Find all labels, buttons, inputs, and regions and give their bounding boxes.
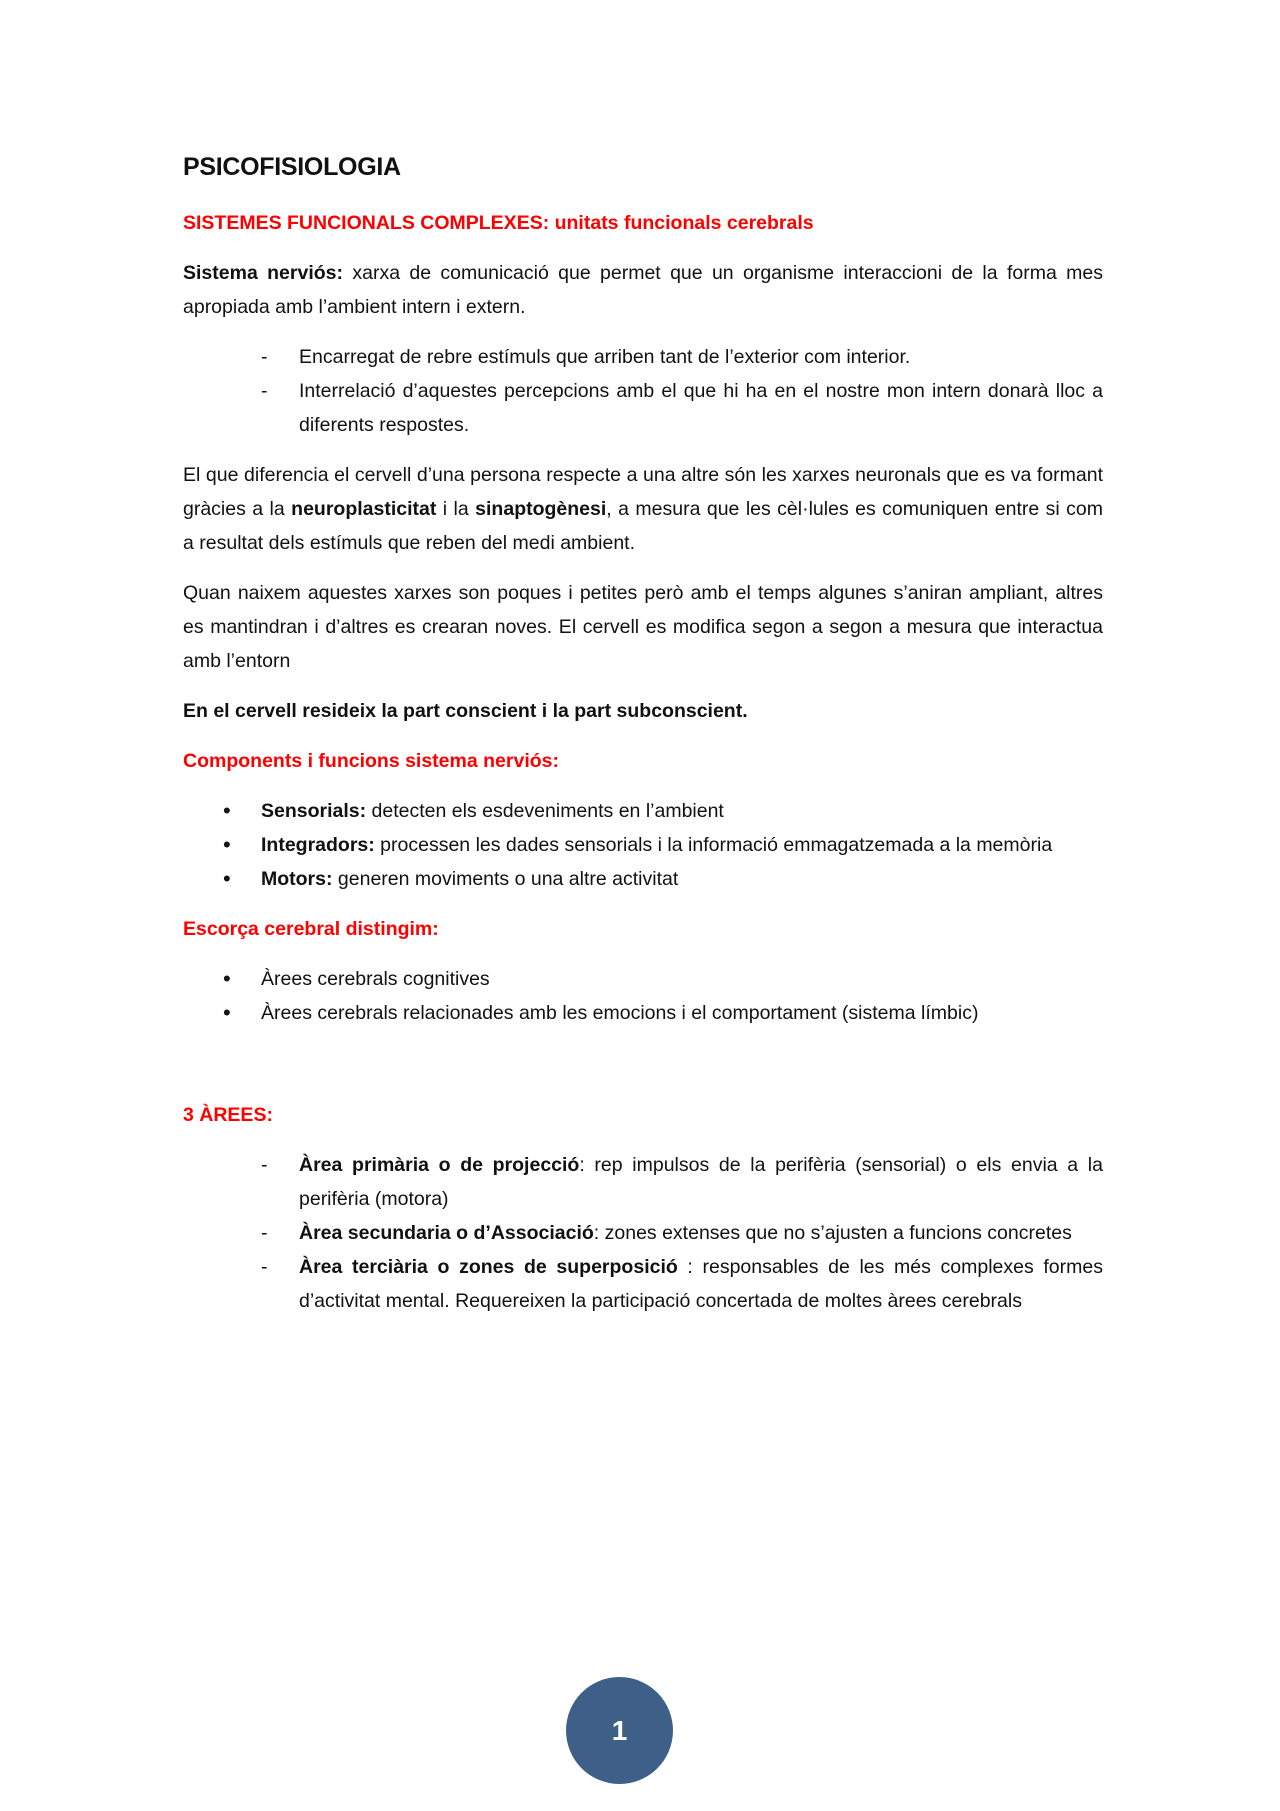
list-item: • Integradors: processen les dades sensorials i la informació emmagatzemada a la memòria — [261, 828, 1103, 862]
list-item: - Àrea terciària o zones de superposició : responsables de les més complexes formes d’activitat mental. Requereixen la participació concertada de moltes àrees cerebrals — [299, 1250, 1103, 1318]
section-heading-components: Components i funcions sistema nerviós: — [183, 750, 559, 772]
bullet-marker: • — [223, 798, 231, 823]
bullet-marker: • — [223, 866, 231, 891]
dash-marker: - — [261, 346, 268, 368]
escorca-list — [183, 962, 1103, 1030]
bullet-marker: • — [223, 1000, 231, 1025]
section-heading-arees: 3 ÀREES: — [183, 1104, 273, 1126]
list-item: • Àrees cerebrals relacionades amb les emocions i el comportament (sistema límbic) — [261, 996, 1103, 1030]
list-item: - Àrea primària o de projecció: rep impulsos de la perifèria (sensorial) o els envia a la perifèria (motora) — [299, 1148, 1103, 1216]
paragraph-xarxes: Quan naixem aquestes xarxes son poques i petites però amb el temps algunes s’aniran ampliant, altres es mantindran i d’altres es crearan noves. El cervell es modifica segon a segon a mesura que interactua amb l’entorn — [183, 582, 1103, 672]
document-page — [183, 150, 1103, 1334]
paragraph-diferencia: El que diferencia el cervell d’una persona respecte a una altre són les xarxes neuronals que es va formant gràcies a la neuroplasticitat i la sinaptogènesi, a mesura que les cèl·lules es comuniquen entre si com a resultat dels estímuls que reben del medi ambient. — [183, 464, 1104, 554]
list-item: - Àrea secundaria o d’Associació: zones extenses que no s’ajusten a funcions concretes — [299, 1216, 1103, 1250]
dash-marker: - — [261, 380, 268, 402]
dash-marker: - — [261, 1256, 268, 1278]
paragraph-conscient: En el cervell resideix la part conscient i la part subconscient. — [183, 700, 748, 722]
sistema-list — [183, 340, 1103, 442]
page-number-badge: 1 — [566, 1677, 673, 1784]
bullet-marker: • — [223, 966, 231, 991]
section-heading-escorca: Escorça cerebral distingim: — [183, 918, 439, 940]
dash-marker: - — [261, 1222, 268, 1244]
list-item: • Àrees cerebrals cognitives — [261, 962, 1103, 996]
list-item: - Encarregat de rebre estímuls que arriben tant de l’exterior com interior. — [299, 340, 1103, 374]
components-list — [183, 794, 1103, 896]
term-sinaptogenesi: sinaptogènesi — [475, 498, 607, 520]
section-heading-sistemes: SISTEMES FUNCIONALS COMPLEXES: unitats funcionals cerebrals — [183, 212, 814, 234]
paragraph-sistema-nervios: Sistema nerviós: xarxa de comunicació que permet que un organisme interaccioni de la forma mes apropiada amb l’ambient intern i extern. — [183, 262, 1103, 318]
term-neuroplasticitat: neuroplasticitat — [291, 498, 437, 520]
term-sistema-nervios: Sistema nerviós: — [183, 262, 343, 284]
bullet-marker: • — [223, 832, 231, 857]
list-item: • Sensorials: detecten els esdeveniments en l’ambient — [261, 794, 1103, 828]
dash-marker: - — [261, 1154, 268, 1176]
spacer — [183, 1046, 1103, 1098]
document-title: PSICOFISIOLOGIA — [183, 153, 401, 181]
list-item: - Interrelació d’aquestes percepcions amb el que hi ha en el nostre mon intern donarà lloc a diferents respostes. — [299, 374, 1103, 442]
list-item: • Motors: generen moviments o una altre activitat — [261, 862, 1103, 896]
arees-list — [183, 1148, 1103, 1318]
